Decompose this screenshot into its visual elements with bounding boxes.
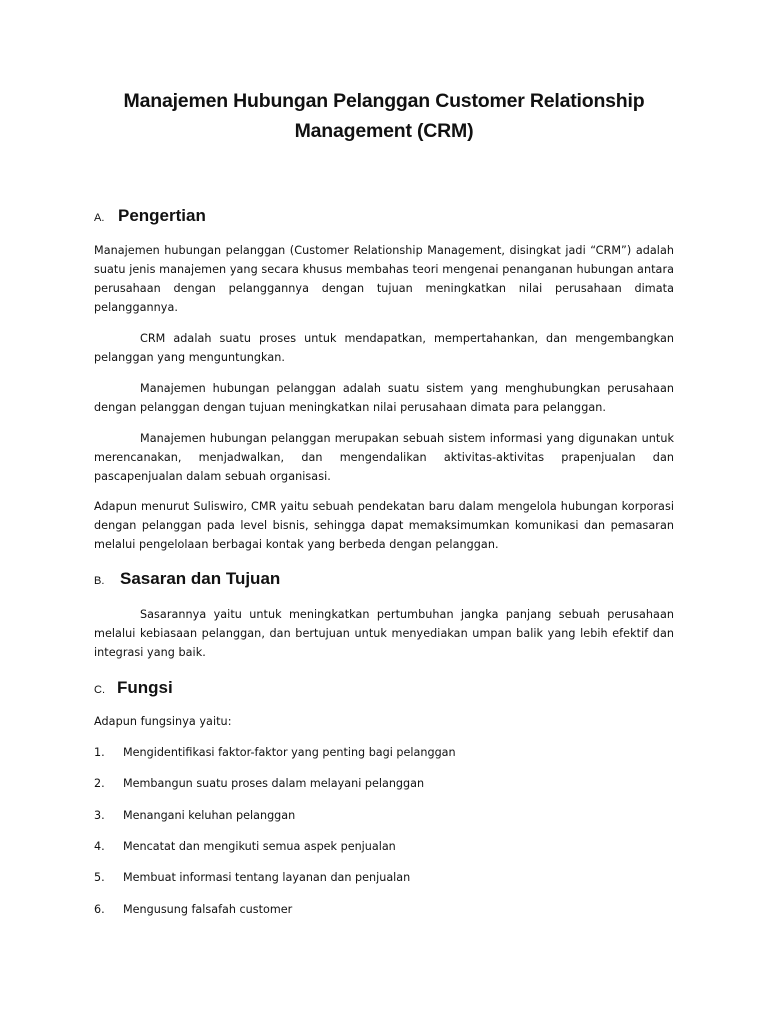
list-number: 5. bbox=[94, 871, 105, 884]
list-intro: Adapun fungsinya yaitu: bbox=[94, 715, 232, 728]
section-letter: A. bbox=[94, 212, 105, 224]
section-heading-pengertian bbox=[94, 205, 206, 229]
list-text: Membuat informasi tentang layanan dan penjualan bbox=[123, 871, 411, 884]
paragraph: Adapun menurut Suliswiro, CMR yaitu sebuah pendekatan baru dalam mengelola hubungan korporasi dengan pelanggan pada level bisnis, sehingga dapat memaksimumkan komunikasi dan pemasaran melalui pengelolaan berbagai kontak yang berbeda dengan pelanggan. bbox=[94, 500, 674, 551]
list-item bbox=[94, 900, 674, 919]
list-number: 4. bbox=[94, 840, 105, 853]
list-item bbox=[94, 806, 674, 825]
list-text: Menangani keluhan pelanggan bbox=[123, 809, 296, 822]
paragraph: Manajemen hubungan pelanggan adalah suatu sistem yang menghubungkan perusahaan dengan pelanggan dengan tujuan meningkatkan nilai perusahaan dimata para pelanggan. bbox=[94, 382, 674, 414]
list-text: Mengusung falsafah customer bbox=[123, 903, 293, 916]
list-text: Mencatat dan mengikuti semua aspek penjualan bbox=[123, 840, 396, 853]
list-number: 2. bbox=[94, 777, 105, 790]
list-item bbox=[94, 868, 674, 887]
list-item bbox=[94, 743, 674, 762]
document-title: Manajemen Hubungan Pelanggan Customer Relationship Management (CRM) bbox=[123, 90, 645, 142]
paragraph: Sasarannya yaitu untuk meningkatkan pertumbuhan jangka panjang sebuah perusahaan melalui kebiasaan pelanggan, dan bertujuan untuk menyediakan umpan balik yang lebih efektif dan integrasi yang baik. bbox=[94, 608, 674, 659]
section-letter: B. bbox=[94, 575, 105, 587]
list-text: Membangun suatu proses dalam melayani pelanggan bbox=[123, 777, 425, 790]
section-title: Pengertian bbox=[118, 206, 206, 225]
section-heading-sasaran bbox=[94, 568, 280, 592]
list-number: 1. bbox=[94, 746, 105, 759]
list-text: Mengidentifikasi faktor-faktor yang penting bagi pelanggan bbox=[123, 746, 456, 759]
paragraph: Manajemen hubungan pelanggan merupakan sebuah sistem informasi yang digunakan untuk merencanakan, menjadwalkan, dan mengendalikan aktivitas-aktivitas prapenjualan dan pascapenjualan dalam sebuah organisasi. bbox=[94, 432, 674, 483]
section-heading-fungsi bbox=[94, 677, 173, 701]
list-number: 3. bbox=[94, 809, 105, 822]
paragraph: Manajemen hubungan pelanggan (Customer Relationship Management, disingkat jadi “CRM”) adalah suatu jenis manajemen yang secara khusus membahas teori mengenai penanganan hubungan antara perusahaan dengan pelanggannya dengan tujuan meningkatkan nilai perusahaan dimata pelanggannya. bbox=[94, 244, 674, 314]
list-number: 6. bbox=[94, 903, 105, 916]
section-title: Fungsi bbox=[117, 678, 173, 697]
list-item bbox=[94, 774, 674, 793]
section-title: Sasaran dan Tujuan bbox=[120, 569, 281, 588]
section-letter: C. bbox=[94, 684, 105, 696]
paragraph: CRM adalah suatu proses untuk mendapatkan, mempertahankan, dan mengembangkan pelanggan yang menguntungkan. bbox=[94, 332, 674, 364]
list-item bbox=[94, 837, 674, 856]
